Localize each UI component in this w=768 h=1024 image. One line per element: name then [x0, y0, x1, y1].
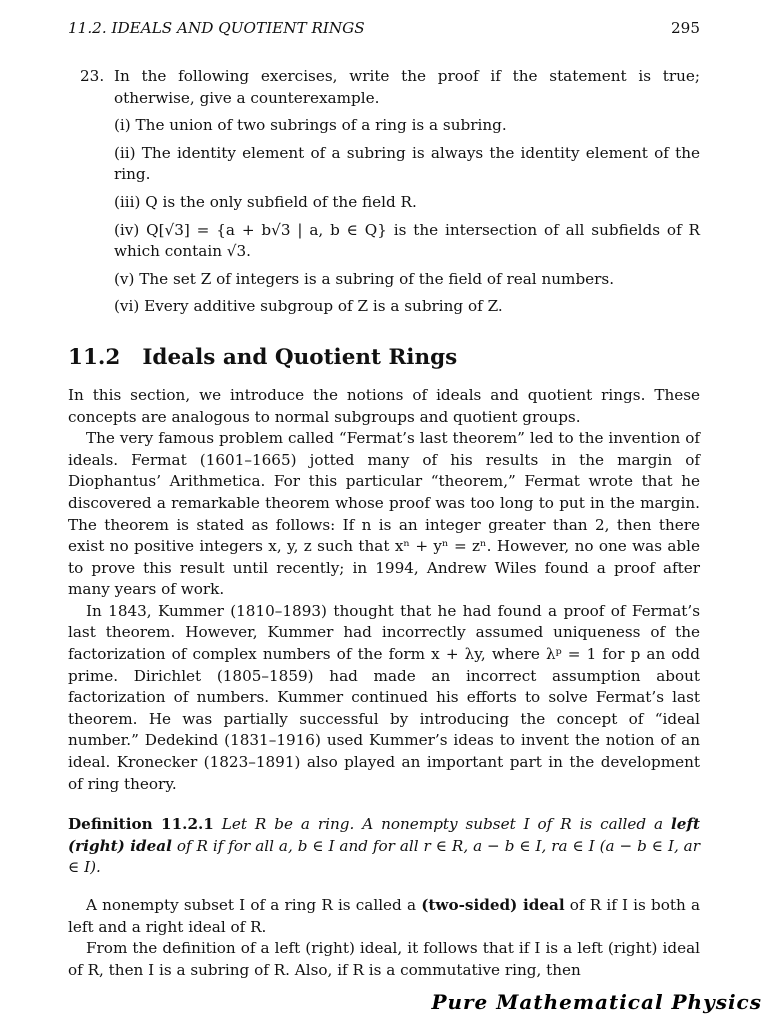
exercise-item-iii: (iii) Q is the only subfield of the field R. — [114, 192, 417, 211]
exercise-23 — [68, 66, 700, 318]
definition-term: left (right) ideal — [68, 815, 700, 855]
page — [68, 18, 700, 981]
definition-text-b: of R if for all a, b ∈ I and for all r ∈ R, a − b ∈ I, ra ∈ I (a − b ∈ I, ar ∈ I). — [68, 836, 701, 877]
exercise-item-ii: (ii) The identity element of a subring is always the identity element of the ring. — [114, 143, 700, 184]
watermark: Pure Mathematical Physics — [431, 990, 762, 1014]
paragraph-fermat: The very famous problem called “Fermat’s last theorem” led to the invention of ideals. Fermat (1601–1665) jotted many of his results in the margin of Diophantus’ Arithmetica. For this particular “theorem,” Fermat wrote that he discovered a remarkable theorem whose proof was too long to put in the margin. The theorem is stated as follows: If n is an integer greater than 2, then there exist no positive integers x, y, z such that xⁿ + yⁿ = zⁿ. However, no one was able to prove this result until recently; in 1994, Andrew Wiles found a proof after many years of work. — [68, 429, 700, 599]
two-sided-term: (two-sided) ideal — [421, 896, 565, 914]
paragraph-intro: In this section, we introduce the notions of ideals and quotient rings. These concepts are analogous to normal subgroups and quotient groups. — [68, 385, 700, 426]
exercise-item-i: (i) The union of two subrings of a ring is a subring. — [114, 116, 507, 135]
exercise-item-vi: (vi) Every additive subgroup of Z is a subring of Z. — [114, 297, 503, 316]
running-head — [68, 18, 700, 42]
exercise-item-v: (v) The set Z of integers is a subring of the field of real numbers. — [114, 269, 615, 288]
running-title: 11.2. IDEALS AND QUOTIENT RINGS — [68, 19, 365, 37]
exercise-intro: In the following exercises, write the proof if the statement is true; otherwise, give a counterexample. — [114, 67, 700, 107]
paragraph-two-sided — [68, 895, 700, 938]
section-title: Ideals and Quotient Rings — [142, 344, 458, 370]
two-sided-after: of R if I is both a left and a right ideal of R. — [68, 896, 700, 936]
paragraph-subring: From the definition of a left (right) ideal, it follows that if I is a left (right) ideal of R, then I is a subring of R. Also, if R is a commutative ring, then — [68, 939, 700, 979]
exercise-number: 23. — [80, 67, 105, 85]
definition-11-2-1 — [68, 814, 700, 879]
section-heading — [68, 345, 700, 371]
section-number: 11.2 — [68, 344, 121, 370]
two-sided-before: A nonempty subset I of a ring R is called a — [86, 896, 416, 914]
paragraph-kummer: In 1843, Kummer (1810–1893) thought that he had found a proof of Fermat’s last theorem. However, Kummer had incorrectly assumed uniqueness of the factorization of complex numbers of the form x + λy, where λᵖ = 1 for p an odd prime. Dirichlet (1805–1859) had made an incorrect assumption about factorization of numbers. Kummer continued his efforts to solve Fermat’s last theorem. He was partially successful by introducing the concept of “ideal number.” Dedekind (1831–1916) used Kummer’s ideas to invent the notion of an ideal. Kronecker (1823–1891) also played an important part in the development of ring theory. — [68, 601, 700, 793]
page-number: 295 — [671, 19, 700, 37]
definition-text-a: Let R be a ring. A nonempty subset I of R is called a — [221, 815, 664, 834]
definition-label: Definition 11.2.1 — [68, 815, 214, 834]
exercise-item-iv: (iv) Q[√3] = {a + b√3 | a, b ∈ Q} is the intersection of all subfields of R which contain √3. — [114, 220, 700, 261]
